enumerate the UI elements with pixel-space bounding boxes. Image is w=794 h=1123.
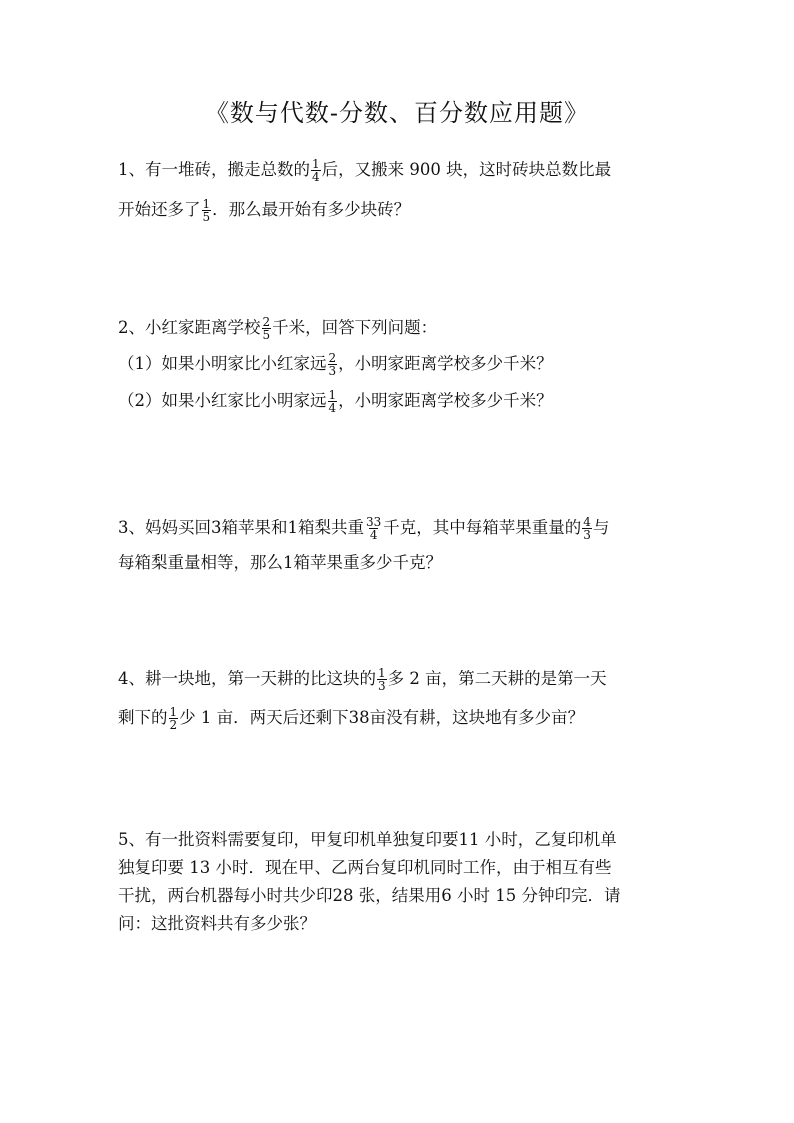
problem-2-line-3: （2）如果小红家比小明家远 $\frac{1}{4}$ ，小明家距离学校多少千米？ <box>118 388 553 415</box>
fraction: $\frac{33}{4}$ <box>366 515 382 542</box>
problem-2-line-2: （1）如果小明家比小红家远 $\frac{2}{3}$ ，小明家距离学校多少千米？ <box>118 351 553 378</box>
problem-1-line-2: 开始还多了 $\frac{1}{5}$ ．那么最开始有多少块砖？ <box>118 197 411 224</box>
problem-5-line-3: 干扰，两台机器每小时共少印28 张，结果用6 小时 15 分钟印完．请 <box>118 886 621 905</box>
problem-5-line-4: 问：这批资料共有多少张？ <box>118 914 316 933</box>
problem-3-line-2: 每箱梨重量相等，那么1箱苹果重多少千克？ <box>118 553 442 572</box>
problem-3-line-1: 3、妈妈买回3箱苹果和1箱梨共重 $\frac{33}{4}$ 千克，其中每箱苹果重量的 $\frac{4}{3}$ 与 <box>118 515 610 542</box>
fraction: $\frac{1}{4}$ <box>312 157 320 184</box>
fraction: $\frac{2}{5}$ <box>262 315 271 342</box>
fraction: $\frac{1}{5}$ <box>202 197 211 224</box>
problem-5-line-1: 5、有一批资料需要复印，甲复印机单独复印要11 小时，乙复印机单 <box>118 830 617 849</box>
fraction: $\frac{2}{3}$ <box>328 351 337 378</box>
fraction: $\frac{1}{4}$ <box>328 388 337 415</box>
fraction: $\frac{1}{2}$ <box>169 705 178 732</box>
problem-1-line-1: 1、有一堆砖，搬走总数的 $\frac{1}{4}$ 后，又搬来 900 块，这时砖块总数比最 <box>118 157 612 184</box>
problem-2-line-1: 2、小红家距离学校 $\frac{2}{5}$ 千米，回答下列问题： <box>118 315 438 342</box>
problem-4-line-1: 4、耕一块地，第一天耕的比这块的 $\frac{1}{3}$ 多 2 亩，第二天耕的是第一天 <box>118 666 607 693</box>
problem-4-line-2: 剩下的 $\frac{1}{2}$ 少 1 亩．两天后还剩下38亩没有耕，这块地有多少亩？ <box>118 705 585 732</box>
problem-5-line-2: 独复印要 13 小时．现在甲、乙两台复印机同时工作，由于相互有些 <box>118 858 612 877</box>
page-title: 《数与代数-分数、百分数应用题》 <box>204 99 590 127</box>
fraction: $\frac{1}{3}$ <box>378 666 386 693</box>
fraction: $\frac{4}{3}$ <box>583 515 591 542</box>
